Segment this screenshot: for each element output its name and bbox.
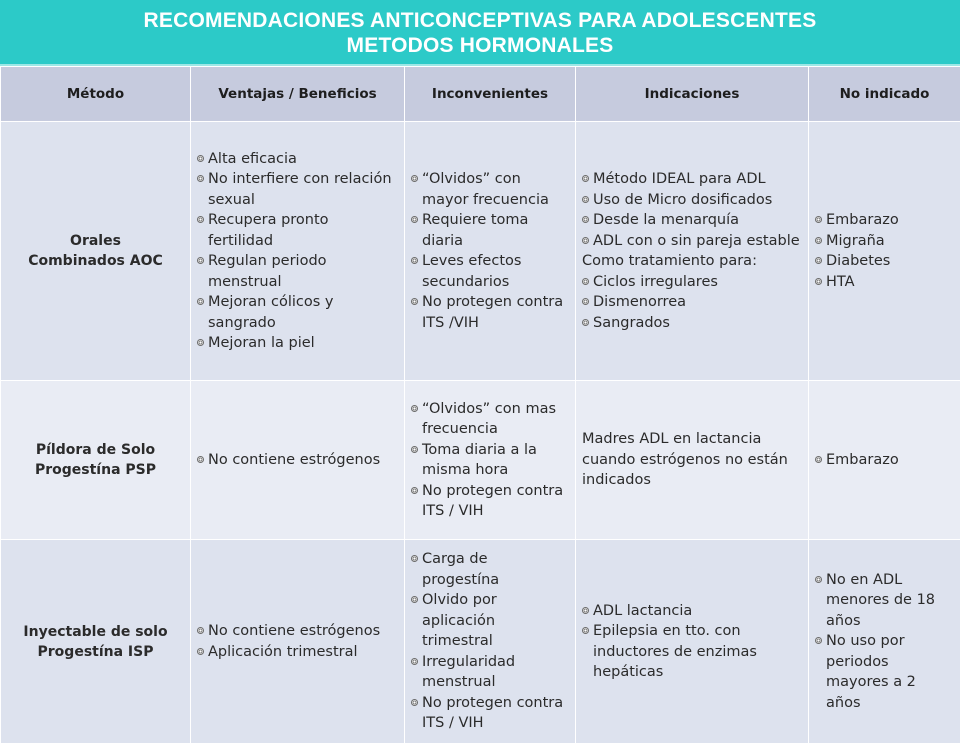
method-name-line: Progestína PSP: [7, 460, 184, 480]
bullet-icon: [411, 405, 418, 412]
treatment-note: Como tratamiento para:: [582, 251, 802, 272]
list-item: [582, 272, 802, 293]
item-text: Irregularidad menstrual: [422, 654, 515, 691]
list-item: [411, 169, 569, 210]
bullet-icon: [582, 196, 589, 203]
inconvenientes-cell: [405, 381, 576, 540]
bullet-icon: [197, 175, 204, 182]
item-text: HTA: [826, 274, 855, 290]
method-cell: [1, 122, 191, 381]
bullet-icon: [197, 298, 204, 305]
bullet-icon: [582, 319, 589, 326]
list-item: [815, 251, 954, 272]
bullet-icon: [815, 237, 822, 244]
item-text: Epilepsia en tto. con inductores de enzimas hepáticas: [593, 623, 757, 680]
list-item: [197, 333, 398, 354]
header-metodo: Método: [1, 67, 191, 122]
indicaciones-cell: [576, 122, 809, 381]
item-text: Olvido por aplicación trimestral: [422, 592, 497, 649]
item-text: No contiene estrógenos: [208, 623, 380, 639]
list-item: [582, 292, 802, 313]
list-item: [815, 570, 954, 632]
method-name-line: Progestína ISP: [7, 642, 184, 662]
bullet-icon: [197, 257, 204, 264]
item-text: Leves efectos secundarios: [422, 253, 521, 290]
item-text: Toma diaria a la misma hora: [422, 442, 537, 479]
list-item: [582, 621, 802, 683]
inconvenientes-cell: [405, 540, 576, 744]
table-row: [1, 540, 960, 744]
item-text: No contiene estrógenos: [208, 452, 380, 468]
list-item: [411, 210, 569, 251]
indicaciones-cell: [576, 381, 809, 540]
bullet-icon: [582, 298, 589, 305]
item-text: No en ADL menores de 18 años: [826, 572, 935, 629]
header-no-indicado: No indicado: [809, 67, 960, 122]
item-text: Alta eficacia: [208, 151, 297, 167]
item-text: No protegen contra ITS /VIH: [422, 294, 563, 331]
list-item: [197, 210, 398, 251]
contraceptive-table: [0, 66, 960, 744]
list-item: [815, 631, 954, 713]
bullet-icon: [197, 456, 204, 463]
list-item: [815, 272, 954, 293]
bullet-icon: [411, 658, 418, 665]
item-text: No interfiere con relación sexual: [208, 171, 392, 208]
bullet-icon: [411, 216, 418, 223]
item-text: Aplicación trimestral: [208, 644, 358, 660]
method-name-line: Orales: [7, 231, 184, 251]
item-text: No protegen contra ITS / VIH: [422, 695, 563, 732]
bullet-icon: [411, 175, 418, 182]
list-item: [197, 169, 398, 210]
bullet-icon: [411, 298, 418, 305]
bullet-icon: [582, 278, 589, 285]
ventajas-cell: [191, 381, 405, 540]
item-text: Desde la menarquía: [593, 212, 739, 228]
item-text: Diabetes: [826, 253, 890, 269]
header-ventajas: Ventajas / Beneficios: [191, 67, 405, 122]
bullet-icon: [411, 555, 418, 562]
method-name-line: Píldora de Solo: [7, 440, 184, 460]
list-item: [197, 621, 398, 642]
bullet-icon: [815, 456, 822, 463]
list-item: [582, 313, 802, 334]
method-name-line: Inyectable de solo: [7, 622, 184, 642]
item-text: Carga de progestína: [422, 551, 499, 588]
list-item: [411, 549, 569, 590]
item-text: Regulan periodo menstrual: [208, 253, 327, 290]
item-text: Recupera pronto fertilidad: [208, 212, 329, 249]
bullet-icon: [197, 339, 204, 346]
list-item: [197, 251, 398, 292]
bullet-icon: [411, 446, 418, 453]
table-row: [1, 122, 960, 381]
list-item: [582, 190, 802, 211]
list-item: [582, 231, 802, 252]
list-item: [411, 251, 569, 292]
item-text: Migraña: [826, 233, 885, 249]
bullet-icon: [582, 627, 589, 634]
item-text: “Olvidos” con mayor frecuencia: [422, 171, 549, 208]
item-text: “Olvidos” con mas frecuencia: [422, 401, 556, 438]
list-item: [411, 292, 569, 333]
list-item: [582, 169, 802, 190]
item-text: Mejoran la piel: [208, 335, 315, 351]
list-item: [411, 652, 569, 693]
list-item: [197, 642, 398, 663]
bullet-icon: [411, 699, 418, 706]
page-title: [0, 0, 960, 66]
no-indicado-cell: [809, 540, 960, 744]
item-text: Sangrados: [593, 315, 670, 331]
bullet-icon: [411, 596, 418, 603]
no-indicado-cell: [809, 122, 960, 381]
item-text: Mejoran cólicos y sangrado: [208, 294, 333, 331]
item-text: Método IDEAL para ADL: [593, 171, 766, 187]
ventajas-cell: [191, 540, 405, 744]
bullet-icon: [815, 576, 822, 583]
list-item: [815, 450, 954, 471]
list-item: [197, 292, 398, 333]
list-item: [411, 399, 569, 440]
indicaciones-text: Madres ADL en lactancia cuando estrógenos no están indicados: [582, 429, 802, 491]
item-text: Ciclos irregulares: [593, 274, 718, 290]
list-item: [411, 440, 569, 481]
bullet-icon: [411, 487, 418, 494]
list-item: [197, 149, 398, 170]
list-item: [411, 481, 569, 522]
item-text: No uso por periodos mayores a 2 años: [826, 633, 916, 711]
ventajas-cell: [191, 122, 405, 381]
list-item: [197, 450, 398, 471]
item-text: Uso de Micro dosificados: [593, 192, 772, 208]
bullet-icon: [815, 257, 822, 264]
no-indicado-cell: [809, 381, 960, 540]
bullet-icon: [582, 216, 589, 223]
bullet-icon: [197, 216, 204, 223]
list-item: [815, 210, 954, 231]
table-header-row: [1, 67, 960, 122]
item-text: Requiere toma diaria: [422, 212, 528, 249]
bullet-icon: [197, 155, 204, 162]
header-inconvenientes: Inconvenientes: [405, 67, 576, 122]
list-item: [411, 693, 569, 734]
bullet-icon: [582, 237, 589, 244]
list-item: [582, 210, 802, 231]
method-name-line: Combinados AOC: [7, 251, 184, 271]
method-cell: [1, 381, 191, 540]
item-text: ADL lactancia: [593, 603, 692, 619]
bullet-icon: [815, 216, 822, 223]
item-text: Embarazo: [826, 452, 899, 468]
bullet-icon: [197, 627, 204, 634]
method-cell: [1, 540, 191, 744]
indicaciones-cell: [576, 540, 809, 744]
bullet-icon: [582, 175, 589, 182]
item-text: Embarazo: [826, 212, 899, 228]
bullet-icon: [197, 648, 204, 655]
list-item: [411, 590, 569, 652]
table-row: [1, 381, 960, 540]
list-item: [582, 601, 802, 622]
bullet-icon: [815, 637, 822, 644]
bullet-icon: [582, 607, 589, 614]
title-line-1: RECOMENDACIONES ANTICONCEPTIVAS PARA ADOLESCENTES: [0, 8, 960, 33]
bullet-icon: [815, 278, 822, 285]
inconvenientes-cell: [405, 122, 576, 381]
item-text: ADL con o sin pareja estable: [593, 233, 800, 249]
item-text: Dismenorrea: [593, 294, 686, 310]
header-indicaciones: Indicaciones: [576, 67, 809, 122]
bullet-icon: [411, 257, 418, 264]
item-text: No protegen contra ITS / VIH: [422, 483, 563, 520]
title-line-2: METODOS HORMONALES: [0, 33, 960, 58]
list-item: [815, 231, 954, 252]
